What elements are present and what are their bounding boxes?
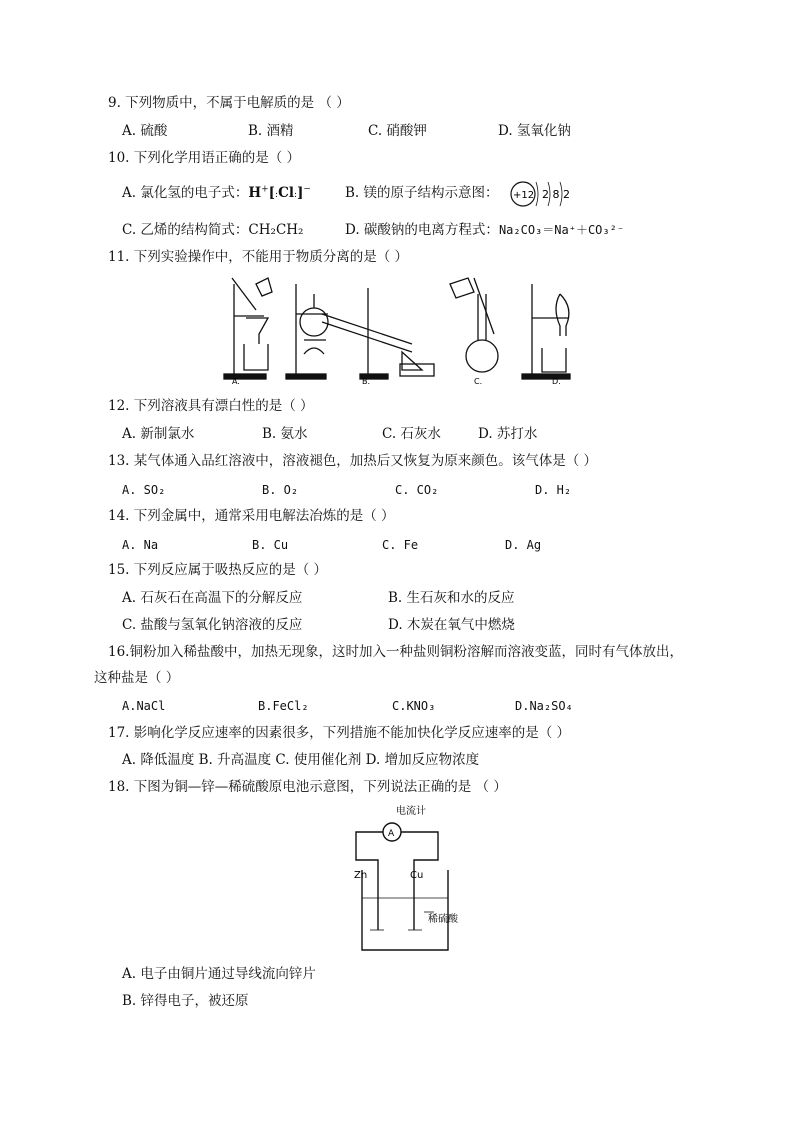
q15-option-d: D. 木炭在氧气中燃烧 xyxy=(388,617,515,633)
q16-option-d: D.Na₂SO₄ xyxy=(515,699,573,713)
q9-option-a: A. 硫酸 xyxy=(122,123,168,139)
q14-stem: 14. 下列金属中，通常采用电解法冶炼的是（ ） xyxy=(108,508,395,524)
q12-option-a: A. 新制氯水 xyxy=(122,426,195,442)
q11-stem: 11. 下列实验操作中，不能用于物质分离的是（ ） xyxy=(108,249,409,265)
q10-stem: 10. 下列化学用语正确的是（ ） xyxy=(108,150,301,166)
q10-option-d xyxy=(345,224,624,238)
dilute-sulfuric-acid-label: 稀硫酸 xyxy=(428,914,458,925)
q18-option-a: A. 电子由铜片通过导线流向锌片 xyxy=(122,966,316,982)
q17-stem: 17. 影响化学反应速率的因素很多，下列措施不能加快化学反应速率的是（ ） xyxy=(108,725,571,741)
q14-option-c: C. Fe xyxy=(382,538,419,552)
q17-options: A. 降低温度 B. 升高温度 C. 使用催化剂 D. 增加反应物浓度 xyxy=(122,752,480,768)
figure-label-a: A. xyxy=(232,377,240,386)
q12-stem: 12. 下列溶液具有漂白性的是（ ） xyxy=(108,398,314,414)
mg-nucleus-label: +12 xyxy=(513,190,535,201)
q10-option-a: A. 氯化氢的电子式：H+[:Cl:]− xyxy=(122,184,311,201)
q10-option-a-label: A. 氯化氢的电子式： xyxy=(122,185,249,201)
q13-stem: 13. 某气体通入品红溶液中，溶液褪色，加热后又恢复为原来颜色。该气体是（ ） xyxy=(108,453,598,469)
na2co3-ionization-equation: Na₂CO₃＝Na⁺＋CO₃²⁻ xyxy=(498,223,625,237)
q9-stem: 9. 下列物质中，不属于电解质的是 （ ） xyxy=(108,95,350,111)
q13-option-c: C. CO₂ xyxy=(395,483,439,497)
q15-stem: 15. 下列反应属于吸热反应的是（ ） xyxy=(108,562,328,578)
mg-shell-electrons: 2 8 2 xyxy=(542,188,570,201)
q13-option-b: B. O₂ xyxy=(262,483,299,497)
q16-stem: 16.铜粉加入稀盐酸中，加热无现象，这时加入一种盐则铜粉溶解而溶液变蓝，同时有气体放出， xyxy=(108,644,683,660)
q15-option-c: C. 盐酸与氢氧化钠溶液的反应 xyxy=(122,617,303,633)
figure-label-b: B. xyxy=(362,377,371,386)
q18-option-b: B. 锌得电子，被还原 xyxy=(122,993,249,1009)
q18-stem: 18. 下图为铜—锌—稀硫酸原电池示意图，下列说法正确的是 （ ） xyxy=(108,779,507,795)
q10-option-d-label: D. 碳酸钠的电离方程式： xyxy=(345,222,499,238)
figure-label-c: C. xyxy=(474,377,483,386)
q9-option-c: C. 硝酸钾 xyxy=(368,123,427,139)
ammeter-symbol: A xyxy=(388,829,395,839)
hcl-cl: Cl xyxy=(278,185,294,201)
q10-option-b: B. 镁的原子结构示意图： xyxy=(345,185,499,201)
hcl-h: H xyxy=(248,185,262,201)
q12-option-c: C. 石灰水 xyxy=(382,426,441,442)
figure-label-d: D. xyxy=(552,377,561,386)
q12-option-d: D. 苏打水 xyxy=(478,426,538,442)
q16-option-a: A.NaCl xyxy=(122,699,166,713)
q16-option-b: B.FeCl₂ xyxy=(258,699,309,713)
separation-apparatus-figure xyxy=(212,274,592,386)
q13-option-d: D. H₂ xyxy=(535,483,572,497)
q10-option-c: C. 乙烯的结构简式：CH₂CH₂ xyxy=(122,222,304,238)
q16-option-c: C.KNO₃ xyxy=(392,699,436,713)
q16-stem-continued: 这种盐是（ ） xyxy=(94,670,180,686)
q14-option-d: D. Ag xyxy=(505,538,542,552)
q9-option-b: B. 酒精 xyxy=(248,123,294,139)
q14-option-a: A. Na xyxy=(122,538,159,552)
q12-option-b: B. 氨水 xyxy=(262,426,308,442)
zinc-electrode-label: Zn xyxy=(354,870,368,881)
copper-electrode-label: Cu xyxy=(410,870,424,881)
q9-option-d: D. 氢氧化钠 xyxy=(498,123,571,139)
galvanic-cell-diagram xyxy=(348,800,478,960)
q15-option-b: B. 生石灰和水的反应 xyxy=(388,590,515,606)
q13-option-a: A. SO₂ xyxy=(122,483,166,497)
q15-option-a: A. 石灰石在高温下的分解反应 xyxy=(122,590,303,606)
ammeter-label: 电流计 xyxy=(396,806,426,817)
mg-atom-structure-diagram xyxy=(508,177,588,215)
q14-option-b: B. Cu xyxy=(252,538,289,552)
